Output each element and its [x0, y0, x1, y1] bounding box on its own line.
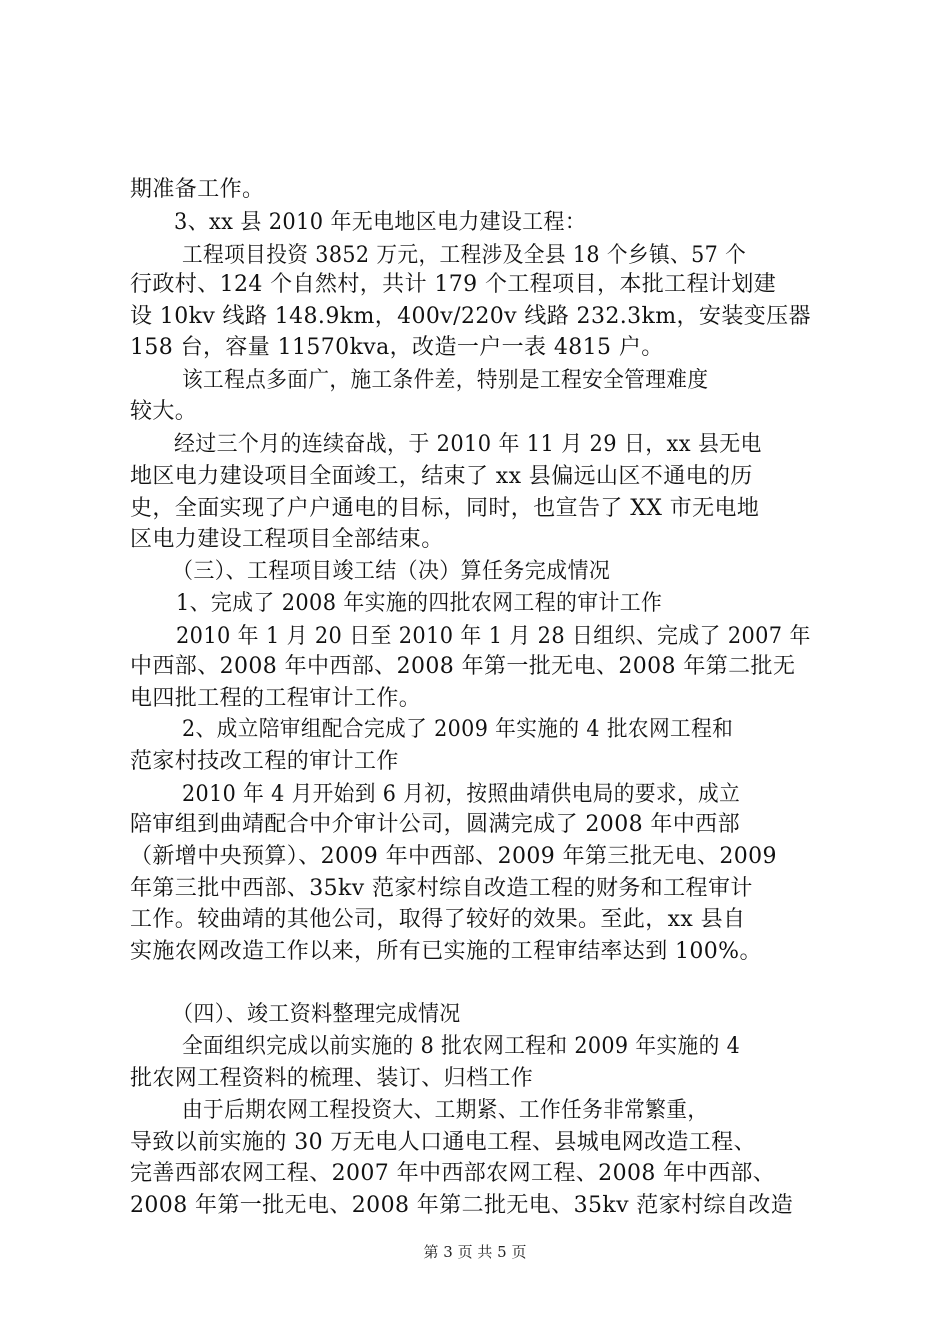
text-line: 该工程点多面广，施工条件差，特别是工程安全管理难度	[182, 368, 709, 393]
text-line: 范家村技改工程的审计工作	[130, 749, 399, 774]
text-line: 2010 年 4 月开始到 6 月初，按照曲靖供电局的要求，成立	[182, 782, 741, 807]
text-line: 陪审组到曲靖配合中介审计公司，圆满完成了 2008 年中西部	[130, 812, 740, 837]
section-heading: （三）、工程项目竣工结（决）算任务完成情况	[172, 559, 611, 584]
text-line: 设 10kv 线路 148.9km，400v/220v 线路 232.3km，安装变压器	[130, 304, 811, 329]
text-line: 2010 年 1 月 20 日至 2010 年 1 月 28 日组织、完成了 2007 年	[176, 624, 811, 649]
text-line: 1、完成了 2008 年实施的四批农网工程的审计工作	[176, 591, 663, 616]
text-line: 年第三批中西部、35kv 范家村综自改造工程的财务和工程审计	[130, 876, 753, 901]
page-number-footer: 第 3 页 共 5 页	[423, 1243, 527, 1261]
text-line: 中西部、2008 年中西部、2008 年第一批无电、2008 年第二批无	[130, 654, 796, 679]
text-line: 区电力建设工程项目全部结束。	[130, 527, 444, 552]
text-line: 地区电力建设项目全面竣工，结束了 xx 县偏远山区不通电的历	[130, 464, 753, 489]
text-line: 经过三个月的连续奋战，于 2010 年 11 月 29 日，xx 县无电	[174, 432, 762, 457]
section-heading: （四）、竣工资料整理完成情况	[172, 1002, 461, 1027]
text-line: 158 台，容量 11570kva，改造一户一表 4815 户。	[130, 335, 664, 360]
text-line: 工作。较曲靖的其他公司，取得了较好的效果。至此，xx 县自	[130, 907, 746, 932]
text-line: 实施农网改造工作以来，所有已实施的工程审结率达到 100%。	[130, 939, 762, 964]
text-line: 3、xx 县 2010 年无电地区电力建设工程：	[174, 210, 587, 235]
text-line: 完善西部农网工程、2007 年中西部农网工程、2008 年中西部、	[130, 1161, 776, 1186]
text-line: 由于后期农网工程投资大、工期紧、工作任务非常繁重，	[182, 1098, 709, 1123]
text-line: 全面组织完成以前实施的 8 批农网工程和 2009 年实施的 4	[182, 1034, 741, 1059]
text-line: 行政村、124 个自然村，共计 179 个工程项目，本批工程计划建	[130, 272, 777, 297]
text-line: 电四批工程的工程审计工作。	[130, 686, 422, 711]
text-line: 期准备工作。	[130, 177, 265, 202]
text-line: 史，全面实现了户户通电的目标，同时，也宣告了 XX 市无电地	[130, 496, 760, 521]
text-line: 较大。	[130, 399, 198, 424]
text-line: 2008 年第一批无电、2008 年第二批无电、35kv 范家村综自改造	[130, 1193, 794, 1218]
text-line: 2、成立陪审组配合完成了 2009 年实施的 4 批农网工程和	[182, 717, 734, 742]
text-line: （新增中央预算）、2009 年中西部、2009 年第三批无电、2009	[130, 844, 777, 869]
text-line: 导致以前实施的 30 万无电人口通电工程、县城电网改造工程、	[130, 1130, 756, 1155]
text-line: 批农网工程资料的梳理、装订、归档工作	[130, 1066, 534, 1091]
text-line: 工程项目投资 3852 万元，工程涉及全县 18 个乡镇、57 个	[182, 243, 747, 268]
